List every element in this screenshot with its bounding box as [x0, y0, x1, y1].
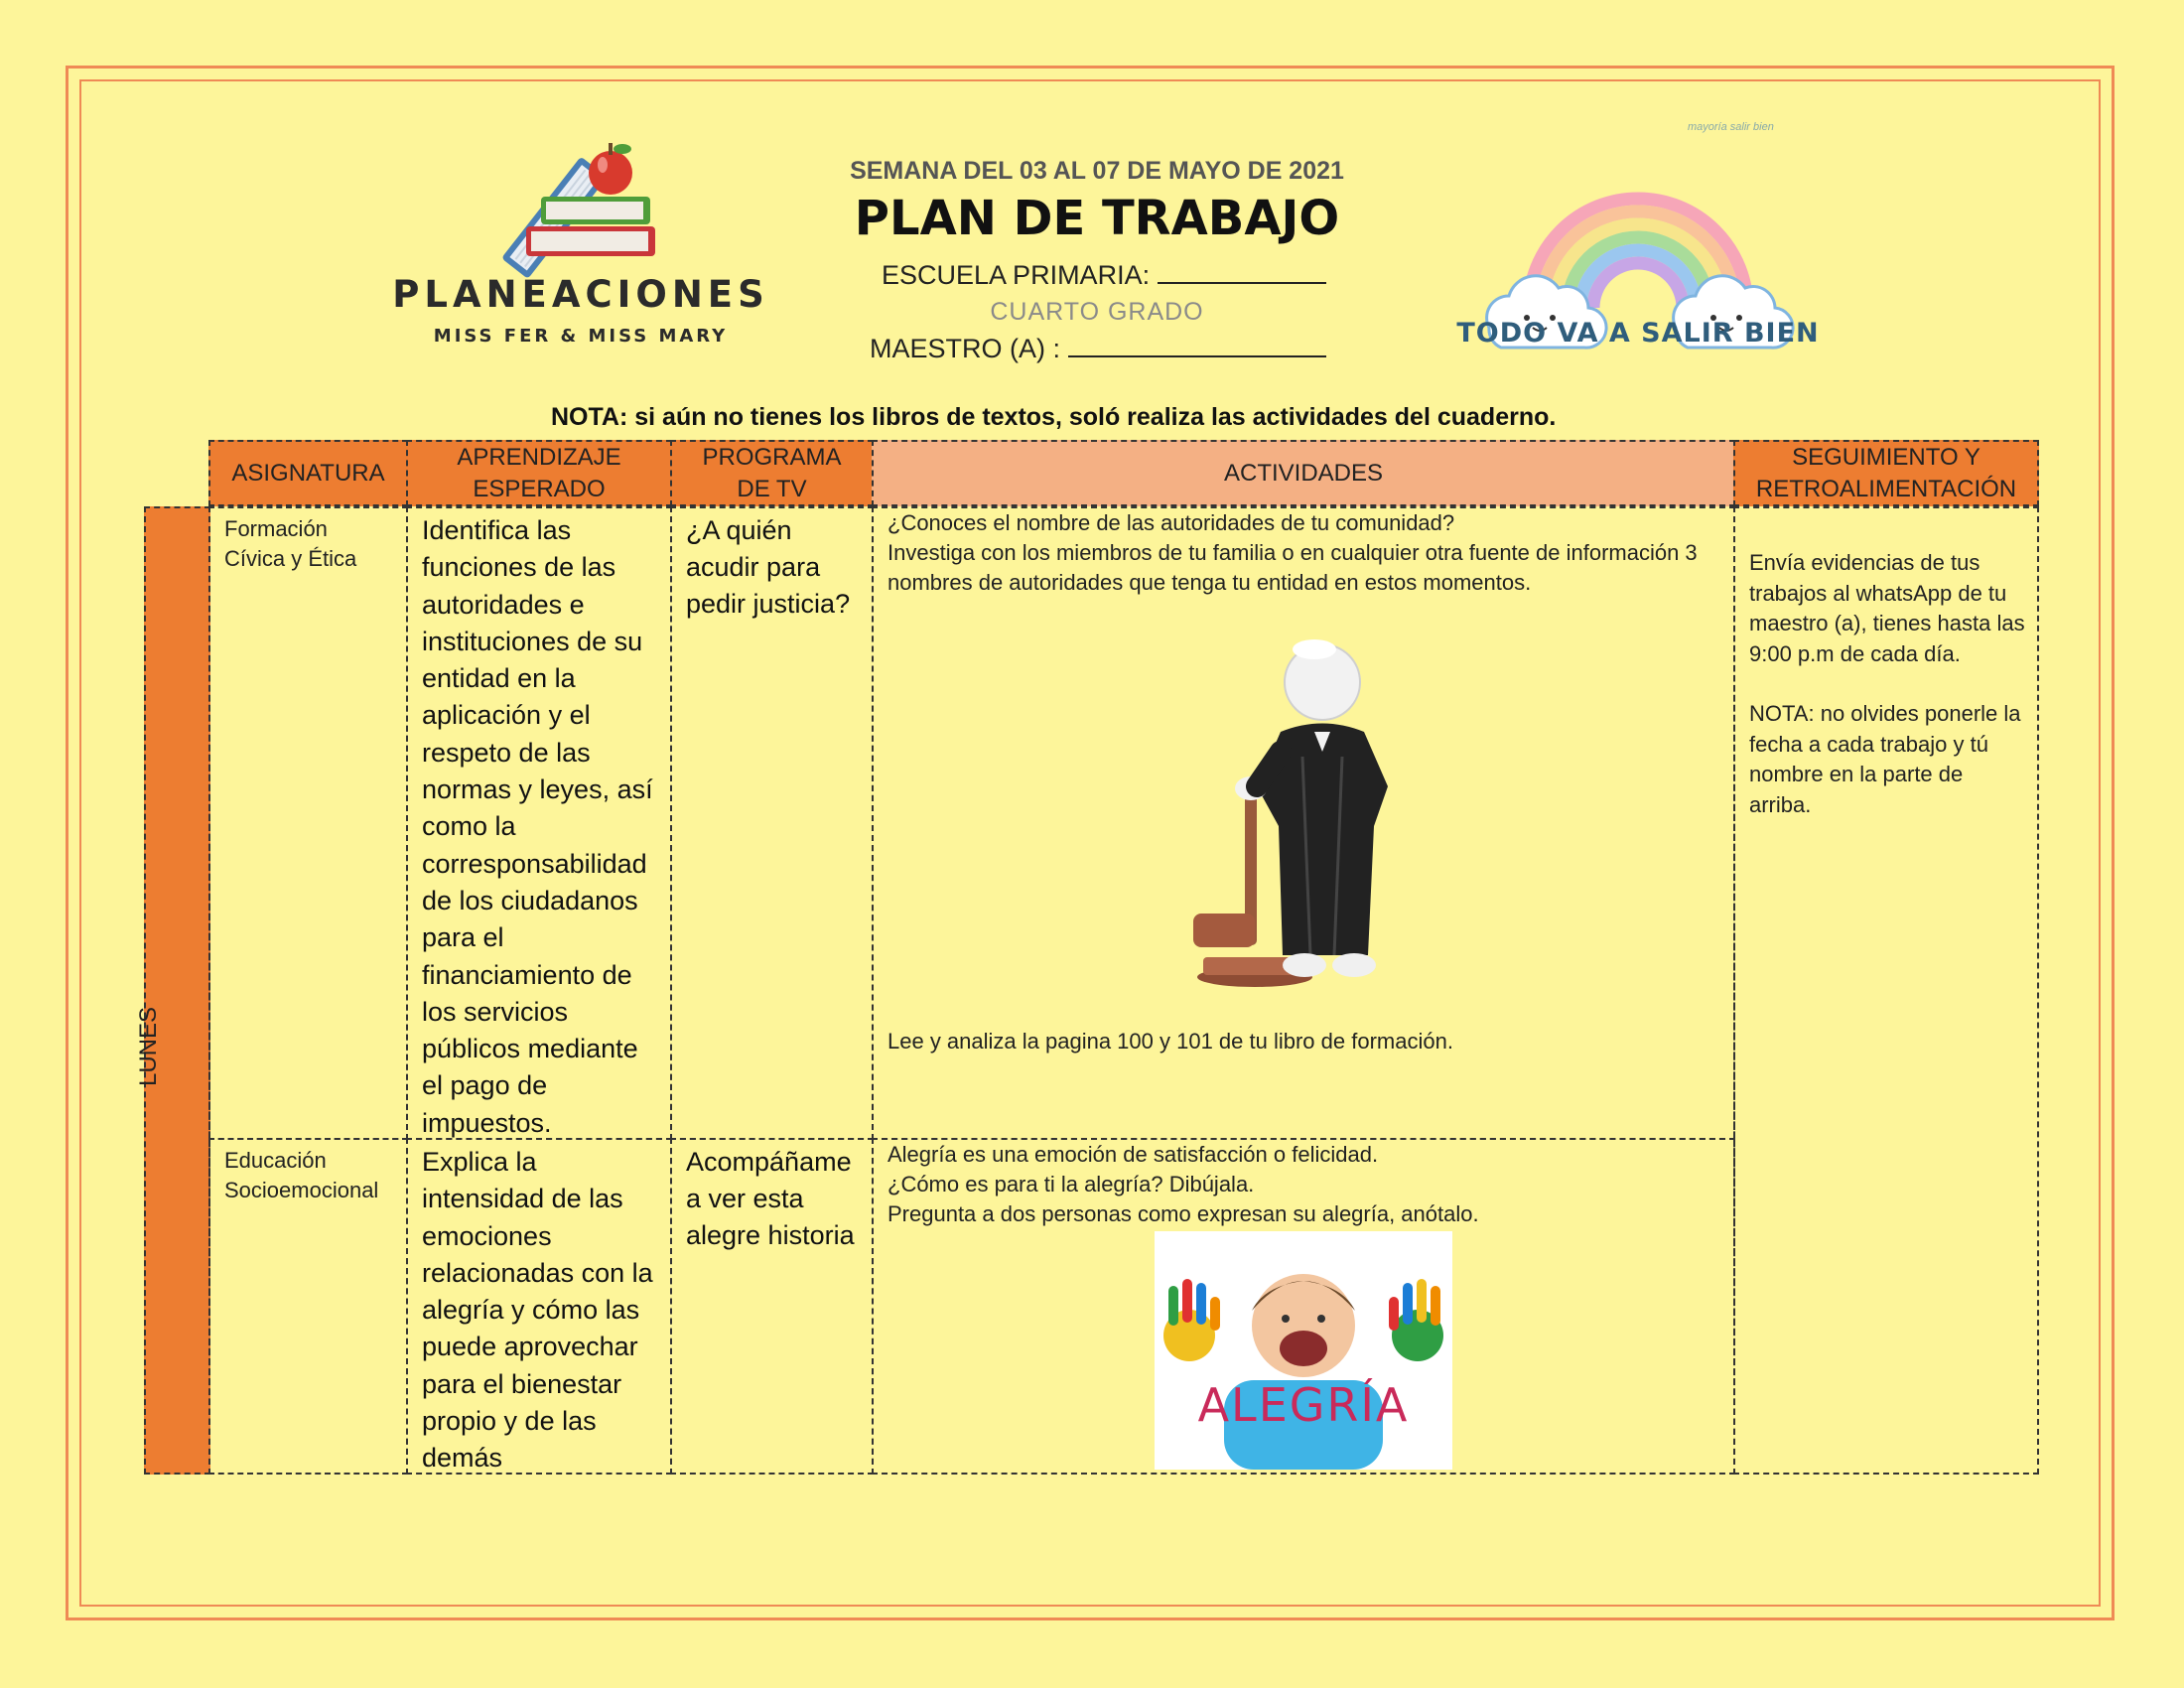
logo-subtitle: MISS FER & MISS MARY: [433, 326, 729, 347]
signature-mark: mayoría salir bien: [1688, 121, 1774, 133]
alegria-image: [1155, 1231, 1452, 1470]
teacher-field: [870, 334, 1326, 364]
row1-subject-line1: Formación: [224, 516, 328, 541]
page-title: PLAN DE TRABAJO: [854, 191, 1340, 246]
row2-program-text: Acompáñame a ver esta alegre historia: [686, 1147, 855, 1250]
header-programa-line2: DE TV: [737, 475, 807, 502]
row1-subject-line2: Cívica y Ética: [224, 546, 357, 571]
school-field: [882, 260, 1326, 291]
row1-subject: [208, 506, 408, 1140]
school-blank-line: [1158, 282, 1326, 284]
week-range: SEMANA DEL 03 AL 07 DE MAYO DE 2021: [850, 157, 1344, 185]
row1-program: [670, 506, 874, 1140]
books-apple-icon: [392, 139, 769, 278]
school-label: ESCUELA PRIMARIA:: [882, 260, 1151, 290]
header-programa: [670, 440, 874, 506]
row2-learning: [406, 1138, 672, 1475]
feedback-cell: [1733, 506, 2039, 1475]
header-asignatura-label: ASIGNATURA: [231, 459, 385, 487]
nota-text: NOTA: si aún no tienes los libros de textos, soló realiza las actividades del cuaderno.: [551, 403, 1557, 431]
row1-learning: [406, 506, 672, 1140]
happy-child-icon: [1155, 1231, 1452, 1470]
row1-activity-1: ¿Conoces el nombre de las autoridades de tu comunidad?: [887, 510, 1455, 535]
row2-activities: [872, 1138, 1735, 1475]
planeaciones-logo: [392, 139, 769, 357]
feedback-text-1: Envía evidencias de tus trabajos al whatsApp de tu maestro (a), tienes hasta las 9:00 p.m de cada día.: [1749, 550, 2025, 666]
header-seguimiento-line1: SEGUIMIENTO Y: [1792, 443, 1980, 471]
header-seguimiento: [1733, 440, 2039, 506]
row1-activity-2: Investiga con los miembros de tu familia o en cualquier otra fuente de información 3 nombres de autoridades que tenga tu entidad en estos momentos.: [887, 540, 1698, 595]
feedback-text-2: NOTA: no olvides ponerle la fecha a cada trabajo y tú nombre en la parte de arriba.: [1749, 701, 2021, 817]
row2-subject-line2: Socioemocional: [224, 1178, 379, 1202]
teacher-label: MAESTRO (A) :: [870, 334, 1061, 363]
header-seguimiento-line2: RETROALIMENTACIÓN: [1755, 475, 2017, 502]
judge-gavel-image: [1193, 637, 1451, 1005]
row1-learning-text: Identifica las funciones de las autoridades e instituciones de su entidad en la aplicación y el respeto de las normas y leyes, así como la corresponsabilidad de los ciudadanos para el financiamiento de los servicios públicos mediante el pago de impuestos.: [422, 515, 653, 1138]
grade-label: CUARTO GRADO: [990, 298, 1204, 326]
row1-activities: [872, 506, 1735, 1140]
rainbow-caption: TODO VA A SALIR BIEN: [1456, 318, 1820, 349]
header-aprendizaje-line1: APRENDIZAJE: [457, 443, 621, 471]
header-aprendizaje: [406, 440, 672, 506]
header-aprendizaje-line2: ESPERADO: [473, 475, 606, 502]
header-asignatura: [208, 440, 408, 506]
row2-subject: [208, 1138, 408, 1475]
row2-activity-1: Alegría es una emoción de satisfacción o felicidad.: [887, 1142, 1379, 1167]
row2-program: [670, 1138, 874, 1475]
header-actividades: [872, 440, 1735, 506]
day-label: LUNES: [135, 1006, 162, 1087]
row2-activity-2: ¿Cómo es para ti la alegría? Dibújala.: [887, 1172, 1255, 1196]
row2-learning-text: Explica la intensidad de las emociones relacionadas con la alegría y cómo las puede aprovechar para el bienestar propio y de las demás: [422, 1147, 653, 1474]
header-actividades-label: ACTIVIDADES: [1223, 459, 1384, 487]
header-programa-line1: PROGRAMA: [702, 443, 842, 471]
row1-program-text: ¿A quién acudir para pedir justicia?: [686, 515, 851, 619]
row2-subject-line1: Educación: [224, 1148, 327, 1173]
logo-title: PLANEACIONES: [392, 273, 769, 316]
teacher-blank-line: [1068, 355, 1326, 357]
row2-activity-3: Pregunta a dos personas como expresan su alegría, anótalo.: [887, 1201, 1479, 1226]
row1-activity-3: Lee y analiza la pagina 100 y 101 de tu libro de formación.: [887, 1029, 1453, 1054]
alegria-image-text: ALEGRÍA: [1197, 1378, 1410, 1432]
